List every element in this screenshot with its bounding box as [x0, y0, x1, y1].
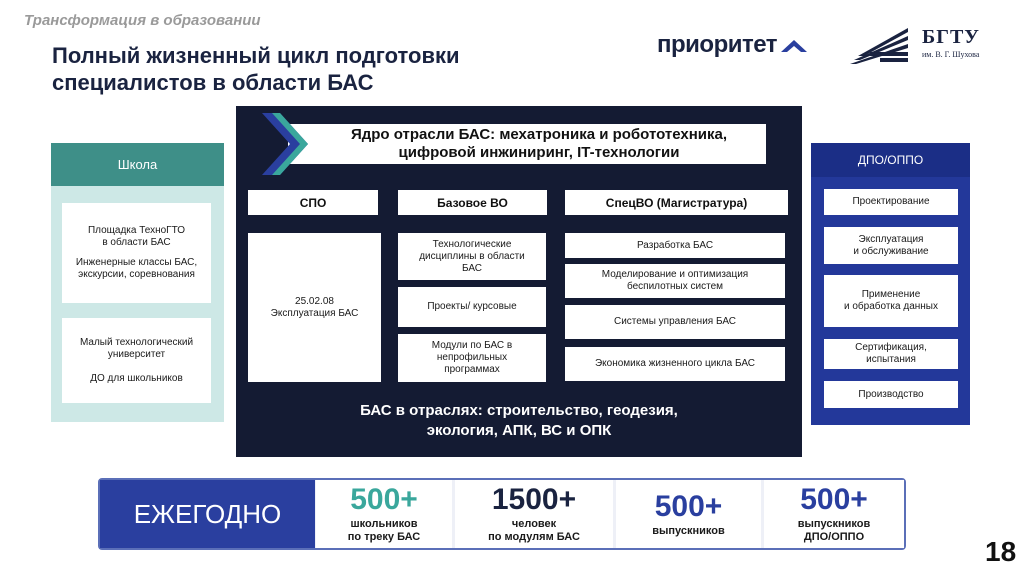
- stat-dpo-graduates: [764, 480, 904, 548]
- dpo-item-operation: [824, 227, 958, 264]
- dpo-item-application: [824, 275, 958, 327]
- svo-item2-line1: Моделирование и оптимизация: [601, 269, 749, 280]
- school-box1-line3: Инженерные классы БАС,: [75, 257, 198, 268]
- stat1-line2: по треку БАС: [347, 531, 421, 543]
- dpo-item-design: Проектирование: [824, 189, 958, 215]
- dpo-item4-line2: испытания: [866, 354, 916, 365]
- svo-item-development: Разработка БАС: [565, 233, 785, 258]
- dpo-item-production: Производство: [824, 381, 958, 408]
- stat2-line1: человек: [511, 518, 557, 530]
- col-head-bvo: Базовое ВО: [398, 190, 547, 215]
- dpo-item3-line1: Применение: [861, 289, 921, 300]
- core-banner-line2: цифровой инжиниринг, IT-технологии: [398, 144, 680, 161]
- svo-item2-line2: беспилотных систем: [626, 281, 724, 292]
- dpo-item-certification: [824, 339, 958, 369]
- bvo-item-disciplines: [398, 233, 546, 280]
- page-number: 18: [985, 536, 1017, 567]
- title-line-2: специалистов в области БАС: [52, 70, 374, 95]
- core-banner-line1: Ядро отрасли БАС: мехатроника и робототехника,: [350, 126, 728, 143]
- chevron-right-icon: [262, 113, 308, 175]
- core-banner: [288, 124, 766, 164]
- svo-item-economics: Экономика жизненного цикла БАС: [565, 347, 785, 381]
- stat2-number: 1500+: [491, 483, 577, 516]
- school-box2-line2: университет: [107, 348, 166, 360]
- school-box1-line1: Площадка ТехноГТО: [87, 225, 186, 236]
- dpo-item2-line1: Эксплуатация: [858, 233, 924, 245]
- stat4-number: 500+: [800, 483, 868, 516]
- school-box-mtu: [62, 318, 211, 403]
- stats-label: ЕЖЕГОДНО: [100, 480, 315, 548]
- prioritet-logo: [657, 30, 837, 60]
- prioritet-arrow-icon: [781, 36, 807, 54]
- svo-item-modeling: [565, 264, 785, 298]
- stat4-line2: ДПО/ОППО: [803, 531, 865, 543]
- stat1-number: 500+: [350, 483, 418, 516]
- svo-item-control: Системы управления БАС: [565, 305, 785, 339]
- school-box1-line4: экскурсии, соревнования: [78, 269, 195, 280]
- stat3-number: 500+: [654, 489, 723, 523]
- stat4-line1: выпускников: [797, 518, 871, 530]
- dpo-header: ДПО/ОППО: [811, 143, 970, 177]
- bgtu-logo-name: БГТУ: [922, 26, 980, 48]
- school-header: Школа: [51, 143, 224, 186]
- bvo-item-modules: [398, 334, 546, 382]
- core-industries-text: [236, 396, 802, 446]
- stat-schoolchildren: [316, 480, 452, 548]
- stat-graduates: [616, 480, 761, 548]
- spo-line2: Эксплуатация БАС: [270, 307, 359, 319]
- stat2-line2: по модулям БАС: [488, 531, 580, 543]
- bvo-item3-line3: программах: [444, 364, 500, 375]
- stat3-line1: выпускников: [652, 524, 725, 537]
- bgtu-emblem-icon: [850, 26, 910, 66]
- dpo-item2-line2: и обслуживание: [853, 245, 929, 257]
- school-box1-line2: в области БАС: [102, 237, 171, 248]
- prioritet-logo-text: приоритет: [657, 31, 778, 58]
- title-line-1: Полный жизненный цикл подготовки: [52, 43, 460, 68]
- spo-line1: 25.02.08: [295, 295, 334, 307]
- school-box2-line3: ДО для школьников: [90, 372, 183, 384]
- school-box-technogto: [62, 203, 211, 303]
- col-head-spo: СПО: [248, 190, 378, 215]
- bvo-item3-line1: Модули по БАС в: [431, 340, 513, 351]
- core-bottom-line2: экология, АПК, ВС и ОПК: [426, 422, 612, 439]
- dpo-item4-line1: Сертификация,: [855, 342, 927, 353]
- bvo-item1-line3: БАС: [461, 262, 482, 274]
- bgtu-logo-sub: им. В. Г. Шухова: [922, 50, 980, 59]
- bvo-item-projects: Проекты/ курсовые: [398, 287, 546, 327]
- stat-people-modules: [455, 480, 613, 548]
- bvo-item1-line1: Технологические: [432, 238, 512, 250]
- dpo-item3-line2: и обработка данных: [844, 301, 938, 312]
- slide-subtitle: Трансформация в образовании: [24, 12, 261, 29]
- core-bottom-line1: БАС в отраслях: строительство, геодезия,: [360, 402, 678, 419]
- school-box2-line1: Малый технологический: [79, 336, 194, 348]
- bgtu-logo: [850, 26, 1000, 66]
- slide-title: [52, 42, 572, 96]
- spo-box: [248, 233, 381, 382]
- bvo-item3-line2: непрофильных: [436, 352, 508, 363]
- stat1-line1: школьников: [350, 518, 418, 530]
- bvo-item1-line2: дисциплины в области: [419, 250, 525, 262]
- col-head-svo: СпецВО (Магистратура): [565, 190, 788, 215]
